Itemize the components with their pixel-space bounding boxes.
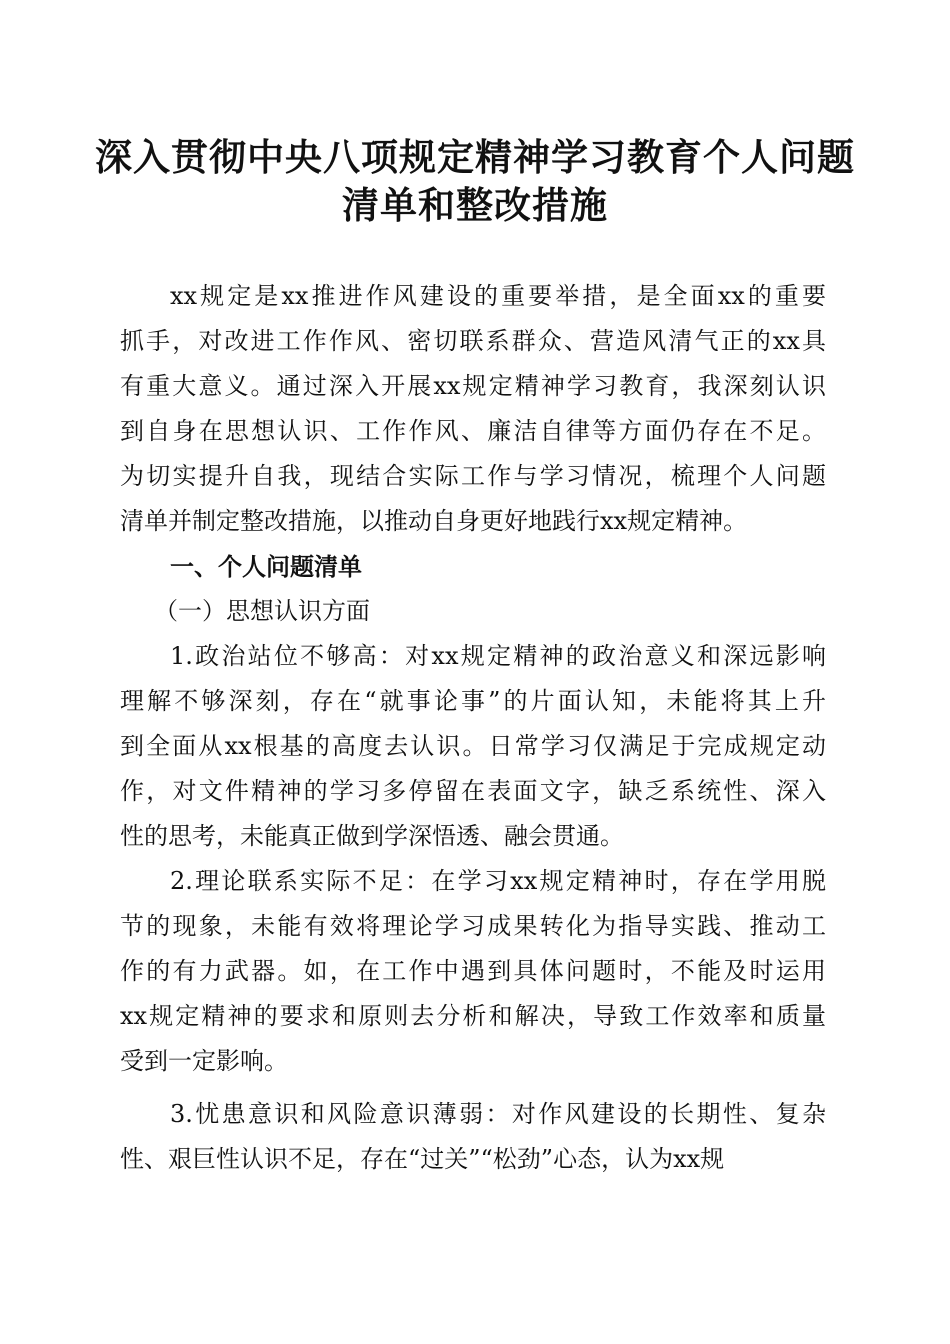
paragraph: [120, 859, 826, 1084]
subsection-heading: [120, 589, 826, 634]
paragraph-line: 性的思考，未能真正做到学深悟透、融会贯通。: [120, 822, 624, 850]
paragraph-line: 理解不够深刻，存在“就事论事”的片面认知，未能将其上升: [120, 687, 826, 715]
paragraph-line: 一、个人问题清单: [170, 552, 362, 581]
paragraph-line: 1.政治站位不够高：对xx规定精神的政治意义和深远影响: [170, 642, 826, 670]
document-title: [0, 133, 950, 229]
paragraph-line: 节的现象，未能有效将理论学习成果转化为指导实践、推动工: [120, 912, 826, 940]
paragraph-line: 2.理论联系实际不足：在学习xx规定精神时，存在学用脱: [170, 867, 826, 895]
paragraph-line: xx规定精神的要求和原则去分析和解决，导致工作效率和质量: [120, 1002, 826, 1030]
paragraph-line: 受到一定影响。: [120, 1047, 288, 1075]
paragraph-line: 作的有力武器。如，在工作中遇到具体问题时，不能及时运用: [120, 957, 826, 985]
paragraph-line: 清单并制定整改措施，以推动自身更好地践行xx规定精神。: [120, 507, 748, 535]
paragraph-line: xx规定是xx推进作风建设的重要举措，是全面xx的重要: [170, 282, 826, 310]
paragraph-line: 抓手，对改进工作作风、密切联系群众、营造风清气正的xx具: [120, 327, 826, 355]
paragraph: [120, 634, 826, 859]
paragraph: [120, 274, 826, 544]
section-heading: [120, 544, 826, 589]
title-line-2: 清单和整改措施: [342, 183, 608, 227]
paragraph-line: 有重大意义。通过深入开展xx规定精神学习教育，我深刻认识: [120, 372, 826, 400]
paragraph-line: （一）思想认识方面: [154, 597, 370, 625]
paragraph-line: 到自身在思想认识、工作作风、廉洁自律等方面仍存在不足。: [120, 417, 826, 445]
paragraph-line: 3.忧患意识和风险意识薄弱：对作风建设的长期性、复杂: [170, 1100, 826, 1128]
document-body: [120, 274, 826, 1182]
paragraph-line: 为切实提升自我，现结合实际工作与学习情况，梳理个人问题: [120, 462, 826, 490]
paragraph: [120, 1092, 826, 1182]
paragraph-line: 到全面从xx根基的高度去认识。日常学习仅满足于完成规定动: [120, 732, 826, 760]
paragraph-line: 作，对文件精神的学习多停留在表面文字，缺乏系统性、深入: [120, 777, 826, 805]
paragraph-line: 性、艰巨性认识不足，存在“过关”“松劲”心态，认为xx规: [120, 1145, 725, 1173]
title-line-1: 深入贯彻中央八项规定精神学习教育个人问题: [95, 135, 855, 179]
